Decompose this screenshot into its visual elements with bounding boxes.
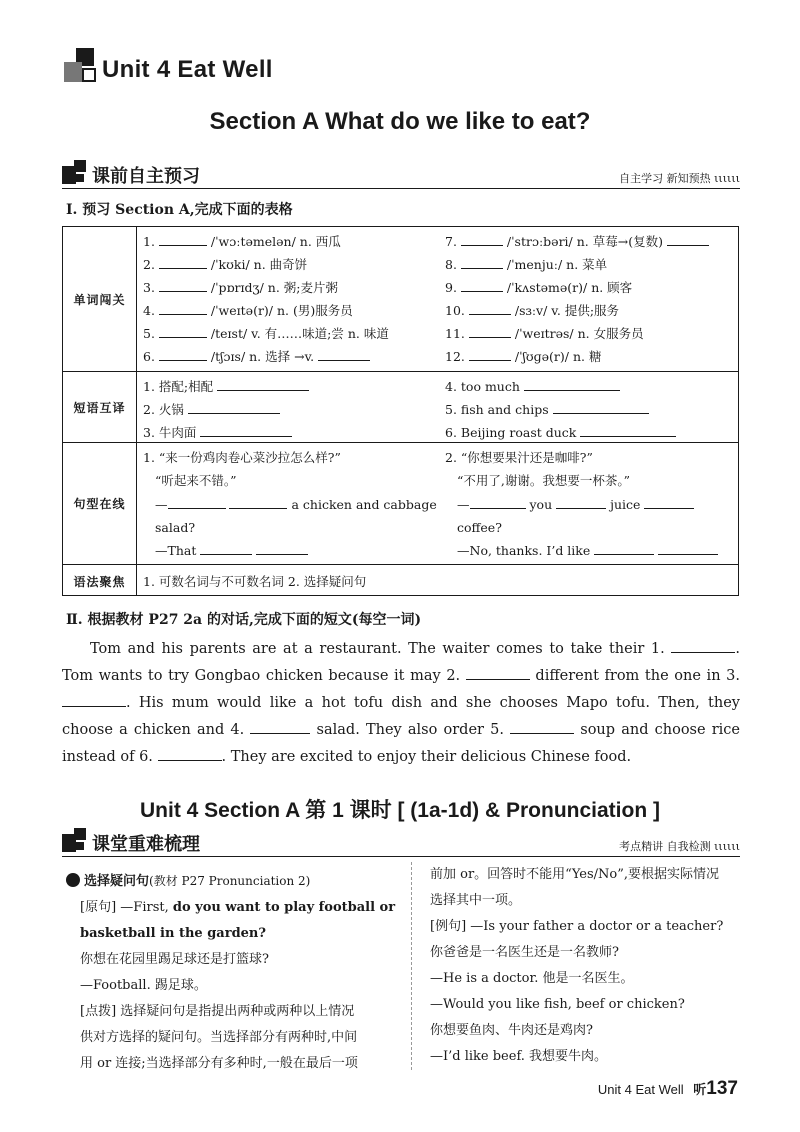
- answer-blank[interactable]: [667, 234, 709, 246]
- left-column: 选择疑问句(教材 P27 Pronunciation 2) [原句] —First, do you want to play football or basketball in the garden? 你想在花园里踢足球还是打篮球? —Football. 踢足球。 [点拨] 选择疑问句是指提出两种或两种以上情况 供对方选择的疑问句。当选择部分有两种时,中间 用 or 连接;当选择部分有多种时,一般在最后一项: [66, 868, 396, 1077]
- vocab-label: 单词闯关: [73, 293, 126, 307]
- preview-table: [62, 226, 739, 596]
- answer-blank[interactable]: [671, 641, 735, 653]
- answer-blank[interactable]: [318, 349, 370, 361]
- bullet-icon: [66, 873, 80, 887]
- vocab-item: 10. /sɜːv/ v. 提供;服务: [445, 303, 620, 318]
- vocab-item: 1. /ˈwɔːtəmelən/ n. 西瓜: [143, 234, 341, 249]
- answer-blank[interactable]: [200, 425, 292, 437]
- sentence-line: —That: [155, 543, 308, 559]
- part1-heading: Ⅰ. 预习 Section A,完成下面的表格: [66, 202, 293, 218]
- topic-ref: (教材 P27 Pronunciation 2): [149, 874, 311, 888]
- answer-blank[interactable]: [556, 497, 606, 509]
- answer-blank[interactable]: [200, 543, 252, 555]
- phrase-item: 6. Beijing roast duck: [445, 425, 676, 441]
- sentences-label: 句型在线: [73, 497, 126, 511]
- answer-blank[interactable]: [469, 349, 511, 361]
- sentence-prompt: “听起来不错。”: [155, 473, 237, 488]
- vocab-item: 9. /ˈkʌstəmə(r)/ n. 顾客: [445, 280, 633, 295]
- vocab-item: 7. /ˈstrɔːbəri/ n. 草莓→(复数): [445, 234, 709, 250]
- answer-blank[interactable]: [461, 280, 503, 292]
- answer-blank[interactable]: [461, 234, 503, 246]
- sentence-prompt: 2. “你想要果汁还是咖啡?”: [445, 450, 593, 465]
- answer-blank[interactable]: [159, 280, 207, 292]
- grammar-label: 语法聚焦: [73, 575, 126, 589]
- answer-blank[interactable]: [168, 497, 226, 509]
- section-marker-icon: [62, 160, 88, 186]
- sentence-line: salad?: [155, 520, 196, 535]
- sentence-line: coffee?: [457, 520, 502, 535]
- phrase-item: 1. 搭配;相配: [143, 379, 309, 395]
- sentence-line: — a chicken and cabbage: [155, 497, 437, 512]
- answer-blank[interactable]: [158, 749, 222, 761]
- class-bar-title: 课堂重难梳理: [92, 834, 200, 855]
- lesson-title: Unit 4 Section A 第 1 课时 [ (1a-1d) & Pronunciation ]: [140, 799, 660, 822]
- preview-bar: [62, 158, 740, 189]
- topic-heading: 选择疑问句: [84, 874, 150, 889]
- answer-blank[interactable]: [159, 326, 207, 338]
- answer-blank[interactable]: [594, 543, 654, 555]
- answer-blank[interactable]: [466, 668, 530, 680]
- cloze-passage: Tom and his parents are at a restaurant. The waiter comes to take their 1. . Tom wants to try Gongbao chicken because it may 2. different from the one in 3. . His mum would like a hot tofu dish and she chooses Mapo tofu. Then, they choose a chicken and 4. salad. They also order 5. soup and choose rice instead of 6. . They are excited to enjoy their delicious Chinese food.: [62, 641, 741, 765]
- unit-title: Unit 4 Eat Well: [102, 56, 273, 83]
- section-marker-icon: [62, 828, 88, 854]
- answer-blank[interactable]: [469, 326, 511, 338]
- part2-heading: Ⅱ. 根据教材 P27 2a 的对话,完成下面的短文(每空一词): [66, 612, 422, 628]
- phrase-item: 5. fish and chips: [445, 402, 649, 418]
- page-footer: [598, 1078, 738, 1100]
- vocab-item: 6. /tʃɔɪs/ n. 选择 →v.: [143, 349, 370, 365]
- vocab-item: 3. /ˈpɒrɪdʒ/ n. 粥;麦片粥: [143, 280, 338, 295]
- answer-blank[interactable]: [524, 379, 620, 391]
- answer-blank[interactable]: [188, 402, 280, 414]
- page-number: 137: [706, 1078, 738, 1099]
- preview-bar-tag: 自主学习 新知预热 ιιιιιι: [619, 172, 740, 185]
- phrases-label: 短语互译: [73, 401, 126, 415]
- answer-blank[interactable]: [159, 257, 207, 269]
- answer-blank[interactable]: [510, 722, 574, 734]
- answer-blank[interactable]: [470, 497, 526, 509]
- sentence-line: —No, thanks. I’d like: [457, 543, 718, 559]
- sentence-prompt: 1. “来一份鸡肉卷心菜沙拉怎么样?”: [143, 450, 341, 465]
- column-divider: [411, 862, 412, 1070]
- sentence-prompt: “不用了,谢谢。我想要一杯茶。”: [457, 473, 631, 488]
- sentence-line: — you juice: [457, 497, 694, 513]
- phrase-item: 3. 牛肉面: [143, 425, 292, 441]
- vocab-item: 11. /ˈweɪtrəs/ n. 女服务员: [445, 326, 644, 341]
- vocab-item: 12. /ˈʃʊɡə(r)/ n. 糖: [445, 349, 602, 364]
- answer-blank[interactable]: [159, 303, 207, 315]
- section-title: Section A What do we like to eat?: [209, 108, 591, 135]
- answer-blank[interactable]: [250, 722, 310, 734]
- footer-unit: Unit 4 Eat Well: [597, 1082, 684, 1097]
- answer-blank[interactable]: [580, 425, 676, 437]
- answer-blank[interactable]: [469, 303, 511, 315]
- answer-blank[interactable]: [159, 349, 207, 361]
- vocab-item: 2. /ˈkʊki/ n. 曲奇饼: [143, 257, 308, 272]
- answer-blank[interactable]: [256, 543, 308, 555]
- vocab-item: 8. /ˈmenjuː/ n. 菜单: [445, 257, 608, 272]
- preview-bar-title: 课前自主预习: [92, 166, 200, 187]
- answer-blank[interactable]: [461, 257, 503, 269]
- answer-blank[interactable]: [62, 695, 126, 707]
- phrase-item: 4. too much: [445, 379, 620, 395]
- vocab-item: 5. /teɪst/ v. 有……味道;尝 n. 味道: [143, 326, 389, 341]
- unit-logo-icon: [62, 48, 100, 84]
- answer-blank[interactable]: [644, 497, 694, 509]
- right-column: 前加 or。回答时不能用“Yes/No”,要根据实际情况 选择其中一项。 [例句] —Is your father a doctor or a teacher? 你爸爸是一名医生还是一名教师? —He is a doctor. 他是一名医生。 —Would you like fish, beef or chicken? 你想要鱼肉、牛肉还是鸡肉? —I’d like beef. 我想要牛肉。: [430, 867, 724, 1064]
- class-bar-tag: 考点精讲 自我检测 ιιιιιι: [619, 840, 740, 853]
- answer-blank[interactable]: [658, 543, 718, 555]
- vocab-item: 4. /ˈweɪtə(r)/ n. (男)服务员: [143, 303, 353, 318]
- answer-blank[interactable]: [229, 497, 287, 509]
- phrase-item: 2. 火锅: [143, 402, 280, 418]
- grammar-focus: 1. 可数名词与不可数名词 2. 选择疑问句: [143, 574, 367, 589]
- footer-prefix: 听: [693, 1082, 707, 1097]
- class-bar: [62, 826, 740, 857]
- answer-blank[interactable]: [159, 234, 207, 246]
- answer-blank[interactable]: [553, 402, 649, 414]
- answer-blank[interactable]: [217, 379, 309, 391]
